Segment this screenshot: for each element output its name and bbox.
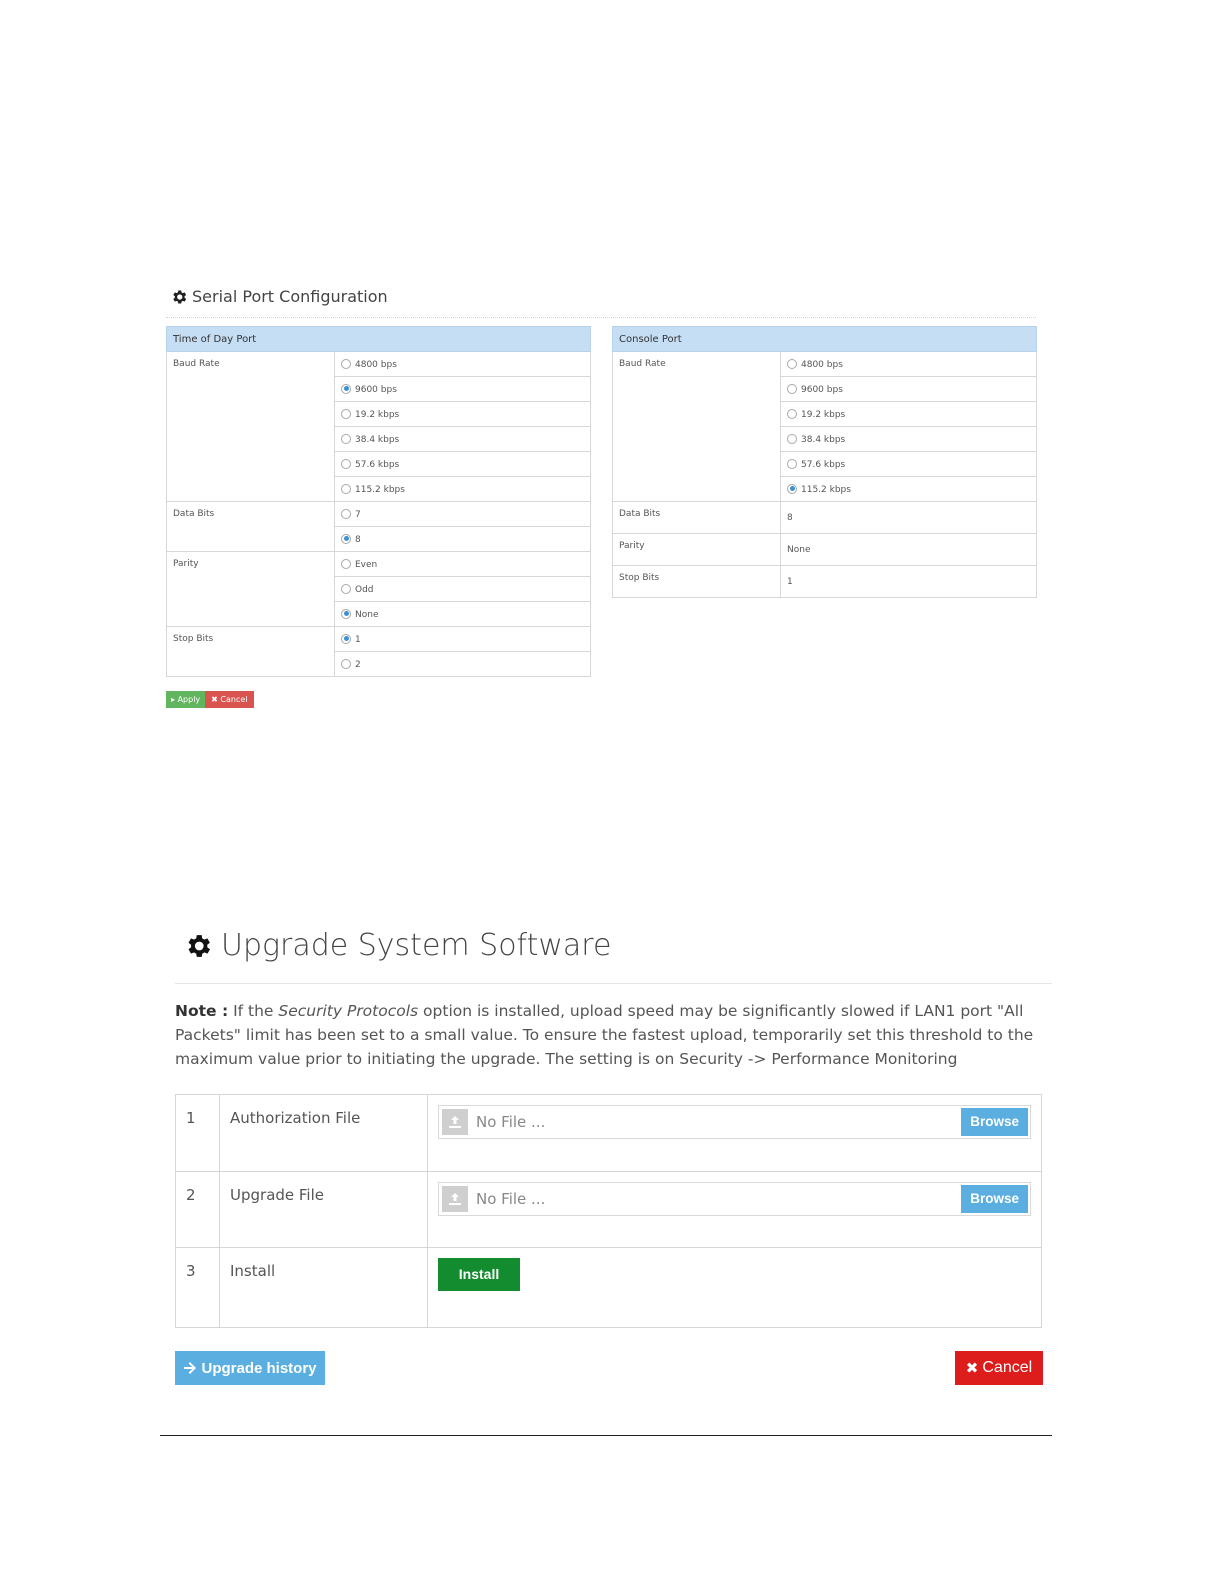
console-databits-value: 8 [781, 502, 1037, 534]
option-label: 19.2 kbps [801, 409, 846, 420]
console-parity-value: None [781, 534, 1037, 566]
tod-stopbits-label: Stop Bits [167, 627, 335, 677]
apply-button[interactable] [166, 691, 205, 708]
console-baud-option[interactable] [781, 452, 1037, 477]
option-label: 4800 bps [801, 359, 843, 370]
table-row [176, 1095, 1042, 1172]
serial-button-group [166, 691, 254, 708]
file-placeholder: No File ... [476, 1190, 546, 1208]
serial-config-title [170, 287, 388, 306]
upgrade-title [183, 928, 611, 963]
radio-button[interactable] [787, 409, 797, 419]
tod-databits-option[interactable] [335, 502, 591, 527]
radio-button[interactable] [341, 434, 351, 444]
option-label: 115.2 kbps [801, 484, 851, 495]
browse-button[interactable]: Browse [961, 1185, 1028, 1213]
radio-button[interactable] [341, 534, 351, 544]
tod-baud-option[interactable] [335, 352, 591, 377]
console-stopbits-label: Stop Bits [613, 566, 781, 598]
divider [175, 983, 1052, 984]
radio-button[interactable] [787, 484, 797, 494]
option-label: 7 [355, 509, 361, 520]
note-text-pre: If the [228, 1002, 279, 1020]
option-label: 8 [355, 534, 361, 545]
serial-config-title-text: Serial Port Configuration [192, 287, 388, 306]
file-placeholder: No File ... [476, 1113, 546, 1131]
table-row [176, 1248, 1042, 1328]
upgrade-steps-table [175, 1094, 1042, 1328]
install-cell [428, 1248, 1042, 1328]
note-security-protocols: Security Protocols [278, 1002, 419, 1020]
console-baud-option[interactable] [781, 427, 1037, 452]
browse-button[interactable]: Browse [961, 1108, 1028, 1136]
tod-baud-option[interactable] [335, 377, 591, 402]
upgrade-title-text: Upgrade System Software [221, 928, 612, 963]
upgrade-note [175, 999, 1035, 1071]
option-label: 1 [355, 634, 361, 645]
upgrade-history-button[interactable] [175, 1351, 325, 1385]
gear-icon [170, 288, 188, 306]
apply-label: Apply [177, 695, 201, 704]
console-baud-option[interactable] [781, 477, 1037, 502]
option-label: 57.6 kbps [355, 459, 400, 470]
tod-stopbits-option[interactable] [335, 652, 591, 677]
console-baud-option[interactable] [781, 352, 1037, 377]
page-footer-rule [160, 1435, 1052, 1436]
divider [166, 317, 1036, 318]
option-label: 38.4 kbps [801, 434, 846, 445]
step-number: 2 [176, 1172, 220, 1248]
radio-button[interactable] [341, 459, 351, 469]
option-label: Odd [355, 584, 374, 595]
install-button[interactable]: Install [438, 1258, 520, 1291]
cancel-label: Cancel [982, 1359, 1033, 1376]
option-label: 115.2 kbps [355, 484, 405, 495]
gear-icon [183, 931, 213, 961]
step-name: Install [220, 1248, 428, 1328]
serial-cancel-button[interactable] [205, 691, 253, 708]
step-name: Authorization File [220, 1095, 428, 1172]
radio-button[interactable] [341, 609, 351, 619]
radio-button[interactable] [787, 434, 797, 444]
option-label: 19.2 kbps [355, 409, 400, 420]
tod-port-header: Time of Day Port [167, 327, 591, 352]
cancel-button[interactable] [955, 1351, 1043, 1385]
console-baud-option[interactable] [781, 402, 1037, 427]
radio-button[interactable] [341, 409, 351, 419]
tod-port-table [166, 326, 591, 677]
radio-button[interactable] [787, 359, 797, 369]
option-label: 9600 bps [801, 384, 843, 395]
note-label: Note : [175, 1002, 229, 1020]
radio-button[interactable] [341, 584, 351, 594]
radio-button[interactable] [787, 459, 797, 469]
step-number: 3 [176, 1248, 220, 1328]
radio-button[interactable] [341, 634, 351, 644]
radio-button[interactable] [341, 359, 351, 369]
console-baud-option[interactable] [781, 377, 1037, 402]
cancel-label: Cancel [220, 695, 248, 704]
tod-baud-option[interactable] [335, 477, 591, 502]
console-port-table [612, 326, 1037, 598]
option-label: 57.6 kbps [801, 459, 846, 470]
option-label: None [355, 609, 379, 620]
tod-parity-label: Parity [167, 552, 335, 627]
radio-button[interactable] [787, 384, 797, 394]
close-icon: ✖ [211, 695, 218, 704]
arrow-right-icon [183, 1361, 197, 1375]
note-text-post: option is installed, upload speed may be significantly slowed if LAN1 port "All Packets" limit has been set to a small value. To ensure the fastest upload, temporarily set this threshold to the maximum value prior to initiating the upgrade. The setting is on Security -> Performance Monitoring [175, 1002, 1034, 1068]
console-databits-label: Data Bits [613, 502, 781, 534]
tod-baud-label: Baud Rate [167, 352, 335, 502]
tod-baud-option[interactable] [335, 452, 591, 477]
console-baud-label: Baud Rate [613, 352, 781, 502]
caret-right-icon: ▸ [171, 695, 176, 704]
upgrade-history-label: Upgrade history [201, 1359, 317, 1377]
tod-databits-option[interactable] [335, 527, 591, 552]
option-label: 4800 bps [355, 359, 397, 370]
radio-button[interactable] [341, 659, 351, 669]
tod-parity-option[interactable] [335, 577, 591, 602]
authorization-file-cell [428, 1095, 1042, 1172]
radio-button[interactable] [341, 484, 351, 494]
radio-button[interactable] [341, 559, 351, 569]
upgrade-file-cell [428, 1172, 1042, 1248]
option-label: 38.4 kbps [355, 434, 400, 445]
radio-button[interactable] [341, 509, 351, 519]
option-label: 9600 bps [355, 384, 397, 395]
upload-icon [442, 1186, 468, 1212]
tod-parity-option[interactable] [335, 602, 591, 627]
authorization-file-input[interactable] [438, 1105, 1031, 1139]
tod-baud-option[interactable] [335, 402, 591, 427]
console-stopbits-value: 1 [781, 566, 1037, 598]
tod-parity-option[interactable] [335, 552, 591, 577]
upload-icon [442, 1109, 468, 1135]
console-port-header: Console Port [613, 327, 1037, 352]
close-icon: ✖ [965, 1360, 979, 1377]
tod-baud-option[interactable] [335, 427, 591, 452]
table-row [176, 1172, 1042, 1248]
tod-stopbits-option[interactable] [335, 627, 591, 652]
tod-databits-label: Data Bits [167, 502, 335, 552]
option-label: Even [355, 559, 378, 570]
option-label: 2 [355, 659, 361, 670]
upgrade-file-input[interactable] [438, 1182, 1031, 1216]
radio-button[interactable] [341, 384, 351, 394]
step-name: Upgrade File [220, 1172, 428, 1248]
console-parity-label: Parity [613, 534, 781, 566]
step-number: 1 [176, 1095, 220, 1172]
